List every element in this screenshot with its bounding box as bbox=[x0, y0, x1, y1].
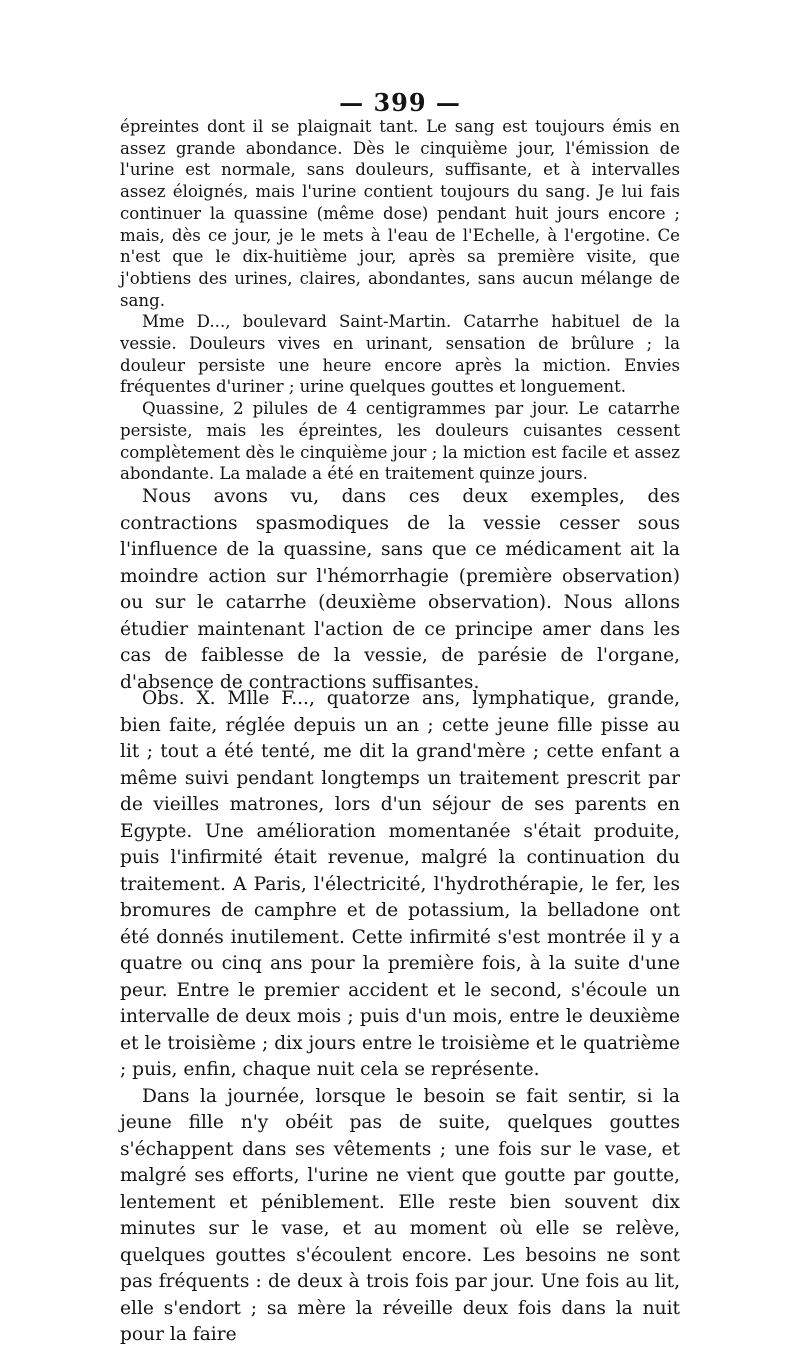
paragraph-obs-x: Obs. X. Mlle F..., quatorze ans, lymphatique, grande, bien faite, réglée depuis un an ; cette jeune fille pisse au lit ; tout a été tenté, me dit la grand'mère ; cette enfant a même suivi pendant longtemps un traitement prescrit par de vieilles matrones, lors d'un séjour de ses parents en Egypte. Une amélioration momentanée s'était produite, puis l'infirmité était revenue, malgré la continuation du traitement. A Paris, l'électricité, l'hydrothérapie, le fer, les bromures de camphre et de potassium, la belladone ont été donnés inutilement. Cette infirmité s'est montrée il y a quatre ou cinq ans pour la première fois, à la suite d'une peur. Entre le premier accident et le second, s'écoule un intervalle de deux mois ; puis d'un mois, entre le deuxième et le troisième ; dix jours entre le troisième et le quatrième ; puis, enfin, chaque nuit cela se représente. bbox=[120, 688, 680, 1080]
paragraph-mme-d: Mme D..., boulevard Saint-Martin. Catarrhe habituel de la vessie. Douleurs vives en urinant, sensation de brûlure ; la douleur persiste une heure encore après la miction. Envies fréquentes d'uriner ; urine quelques gouttes et longuement. bbox=[120, 312, 680, 397]
paragraph-quassine-dose: Quassine, 2 pilules de 4 centigrammes par jour. Le catarrhe persiste, mais les épreintes, les douleurs cuisantes cessent complètement dès le cinquième jour ; la miction est facile et assez abondante. La malade a été en traitement quinze jours. bbox=[120, 399, 680, 484]
section-discussion bbox=[120, 484, 680, 696]
section-observation-x bbox=[120, 686, 680, 1349]
section-observations-small-print bbox=[120, 116, 680, 485]
paragraph-epreintes: épreintes dont il se plaignait tant. Le sang est toujours émis en assez grande abondance. Dès le cinquième jour, l'émission de l'urine est normale, sans douleurs, suffisante, et à intervalles assez éloignés, mais l'urine contient toujours du sang. Je lui fais continuer la quassine (même dose) pendant huit jours encore ; mais, dès ce jour, je le mets à l'eau de l'Echelle, à l'ergotine. Ce n'est que le dix-huitième jour, après sa première visite, que j'obtiens des urines, claires, abondantes, sans aucun mélange de sang. bbox=[120, 117, 680, 310]
paragraph-dans-la-journee: Dans la journée, lorsque le besoin se fait sentir, si la jeune fille n'y obéit pas de suite, quelques gouttes s'échappent dans ses vêtements ; une fois sur le vase, et malgré ses efforts, l'urine ne vient que goutte par goutte, lentement et péniblement. Elle reste bien souvent dix minutes sur le vase, et au moment où elle se relève, quelques gouttes s'écoulent encore. Les besoins ne sont pas fréquents : de deux à trois fois par jour. Une fois au lit, elle s'endort ; sa mère la réveille deux fois dans la nuit pour la faire bbox=[120, 1085, 680, 1345]
page-number: — 399 — bbox=[339, 88, 461, 117]
paragraph-nous-avons-vu: Nous avons vu, dans ces deux exemples, des contractions spasmodiques de la vessie cesser sous l'influence de la quassine, sans que ce médicament ait la moindre action sur l'hémorrhagie (première observation) ou sur le catarrhe (deuxième observation). Nous allons étudier maintenant l'action de ce principe amer dans les cas de faiblesse de la vessie, de parésie de l'organe, d'absence de contractions suffisantes. bbox=[120, 486, 680, 693]
